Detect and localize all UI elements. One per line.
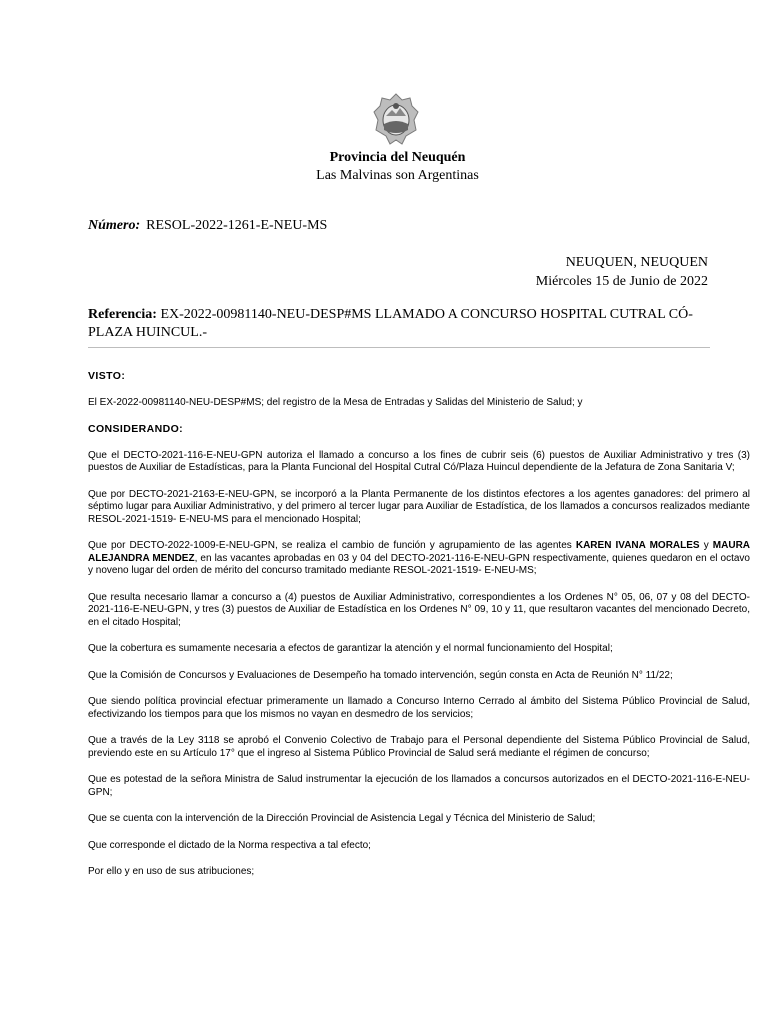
place: NEUQUEN, NEUQUEN [565, 255, 708, 270]
visto-heading: VISTO: [88, 370, 126, 382]
province-motto: Las Malvinas son Argentinas [316, 168, 479, 183]
paragraph-text: y [703, 540, 709, 551]
agent-name: KAREN IVANA MORALES [575, 540, 700, 551]
considerando-paragraph: Que es potestad de la señora Ministra de Salud instrumentar la ejecución de los llamados a concursos autorizados en el DECTO-2021-116-E-NEU-GPN; [88, 774, 750, 798]
considerando-paragraph: Que se cuenta con la intervención de la Dirección Provincial de Asistencia Legal y Técnica del Ministerio de Salud; [88, 813, 596, 824]
document-body [88, 370, 750, 893]
considerando-paragraph: Por ello y en uso de sus atribuciones; [88, 866, 255, 877]
agent-name: MAURA ALEJANDRA MENDEZ [88, 540, 751, 564]
province-seal-icon [372, 92, 420, 148]
paragraph-text: Que por DECTO-2022-1009-E-NEU-GPN, se realiza el cambio de función y agrupamiento de las agentes [88, 540, 572, 551]
considerando-heading: CONSIDERANDO: [88, 423, 184, 435]
referencia-label: Referencia: [88, 307, 157, 322]
paragraph-text: , en las vacantes aprobadas en 03 y 04 del DECTO-2021-116-E-NEU-GPN respectivamente, quienes quedaron en el octavo y noveno lugar del orden de mérito del concurso tramitado mediante RESOL-2021-1519- E-NEU-MS; [88, 552, 750, 576]
referencia [88, 306, 710, 342]
considerando-paragraph: Que corresponde el dictado de la Norma respectiva a tal efecto; [88, 839, 371, 851]
considerando-paragraph: Que resulta necesario llamar a concurso a (4) puestos de Auxiliar Administrativo, correspondientes a los Ordenes N° 05, 06, 07 y 08 del DECTO-2021-116-E-NEU-GPN, y tres (3) puestos de Auxiliar de Estadística en los Ordenes N° 09, 10 y 11, que resultaron vacantes del mencionado Decreto, en el citado Hospital; [88, 591, 750, 628]
considerando-paragraph: Que la cobertura es sumamente necesaria a efectos de garantizar la atención y el normal funcionamiento del Hospital; [88, 643, 613, 654]
considerando-paragraph: Que a través de la Ley 3118 se aprobó el Convenio Colectivo de Trabajo para el Personal dependiente del Sistema Público Provincial de Salud, previendo este en su Artículo 17° que el ingreso al Sistema Público Provincial de Salud será mediante el régimen de concurso; [88, 735, 750, 759]
date: Miércoles 15 de Junio de 2022 [535, 274, 708, 289]
considerando-paragraph [88, 540, 750, 578]
resolution-number [88, 218, 327, 234]
numero-value: RESOL-2022-1261-E-NEU-MS [146, 218, 328, 233]
visto-text: El EX-2022-00981140-NEU-DESP#MS; del registro de la Mesa de Entradas y Salidas del Ministerio de Salud; y [88, 396, 583, 408]
considerando-paragraph: Que siendo política provincial efectuar primeramente un llamado a Concurso Interno Cerrado al ámbito del Sistema Público Provincial de Salud, efectivizando los tiempos para que los mismos no vayan en desmedro de los servicios; [88, 696, 750, 720]
numero-label: Número: [88, 218, 141, 233]
province-name: Provincia del Neuquén [329, 150, 466, 165]
divider [88, 347, 710, 348]
considerando-paragraph: Que por DECTO-2021-2163-E-NEU-GPN, se incorporó a la Planta Permanente de los distintos efectores a los agentes ganadores: del primero al séptimo lugar para Auxiliar Administrativo, y del primero al tercer lugar para Auxiliar de Estadística, de los llamados a concursos realizados mediante RESOL-2021-1519- E-NEU-MS para el mencionado Hospital; [88, 488, 750, 525]
considerando-paragraph: Que la Comisión de Concursos y Evaluaciones de Desempeño ha tomado intervención, según consta en Acta de Reunión N° 11/22; [88, 669, 673, 681]
referencia-text: EX-2022-00981140-NEU-DESP#MS LLAMADO A CONCURSO HOSPITAL CUTRAL CÓ-PLAZA HUINCUL.- [88, 307, 693, 340]
considerando-paragraph: Que el DECTO-2021-116-E-NEU-GPN autoriza el llamado a concurso a los fines de cubrir seis (6) puestos de Auxiliar Administrativo y tres (3) puestos de Auxiliar de Estadísticas, para la Planta Funcional del Hospital Cutral Có/Plaza Huincul dependiente de la Jefatura de Zona Sanitaria V; [88, 449, 750, 473]
